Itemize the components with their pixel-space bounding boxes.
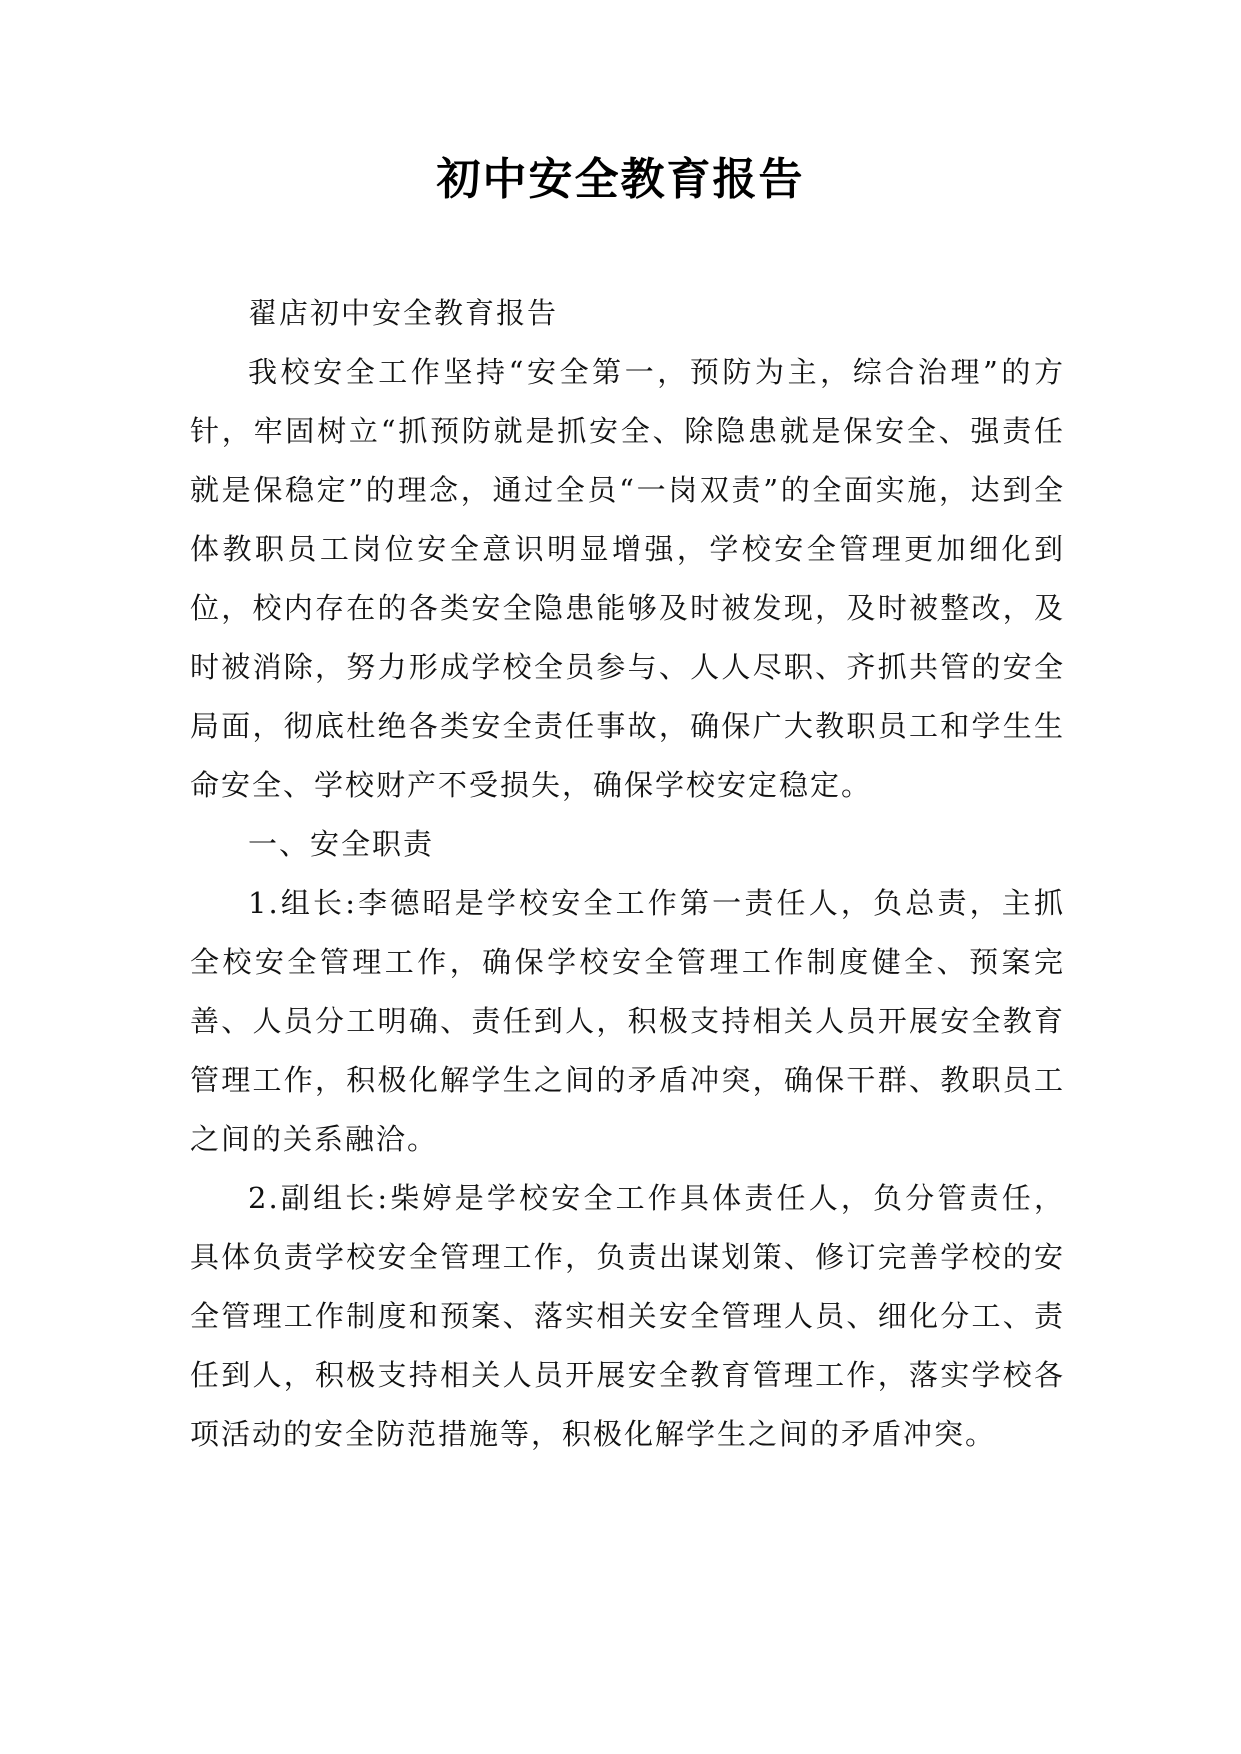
section-heading: 一、安全职责 [248, 827, 435, 861]
document-body [190, 284, 1065, 1464]
paragraph-intro: 我校安全工作坚持“安全第一，预防为主，综合治理”的方针，牢固树立“抓预防就是抓安全、除隐患就是保安全、强责任就是保稳定”的理念，通过全员“一岗双责”的全面实施，达到全体教职员工岗位安全意识明显增强，学校安全管理更加细化到位，校内存在的各类安全隐患能够及时被发现，及时被整改，及时被消除，努力形成学校全员参与、人人尽职、齐抓共管的安全局面，彻底杜绝各类安全责任事故，确保广大教职员工和学生生命安全、学校财产不受损失，确保学校安定稳定。 [190, 355, 1065, 802]
document-title: 初中安全教育报告 [436, 154, 805, 205]
paragraph-subtitle: 翟店初中安全教育报告 [248, 296, 559, 330]
paragraph-leader: 1.组长:李德昭是学校安全工作第一责任人，负总责，主抓全校安全管理工作，确保学校安全管理工作制度健全、预案完善、人员分工明确、责任到人，积极支持相关人员开展安全教育管理工作，积极化解学生之间的矛盾冲突，确保干群、教职员工之间的关系融洽。 [190, 886, 1065, 1156]
paragraph-deputy-leader: 2.副组长:柴婷是学校安全工作具体责任人，负分管责任，具体负责学校安全管理工作，负责出谋划策、修订完善学校的安全管理工作制度和预案、落实相关安全管理人员、细化分工、责任到人，积极支持相关人员开展安全教育管理工作，落实学校各项活动的安全防范措施等，积极化解学生之间的矛盾冲突。 [190, 1181, 1065, 1451]
